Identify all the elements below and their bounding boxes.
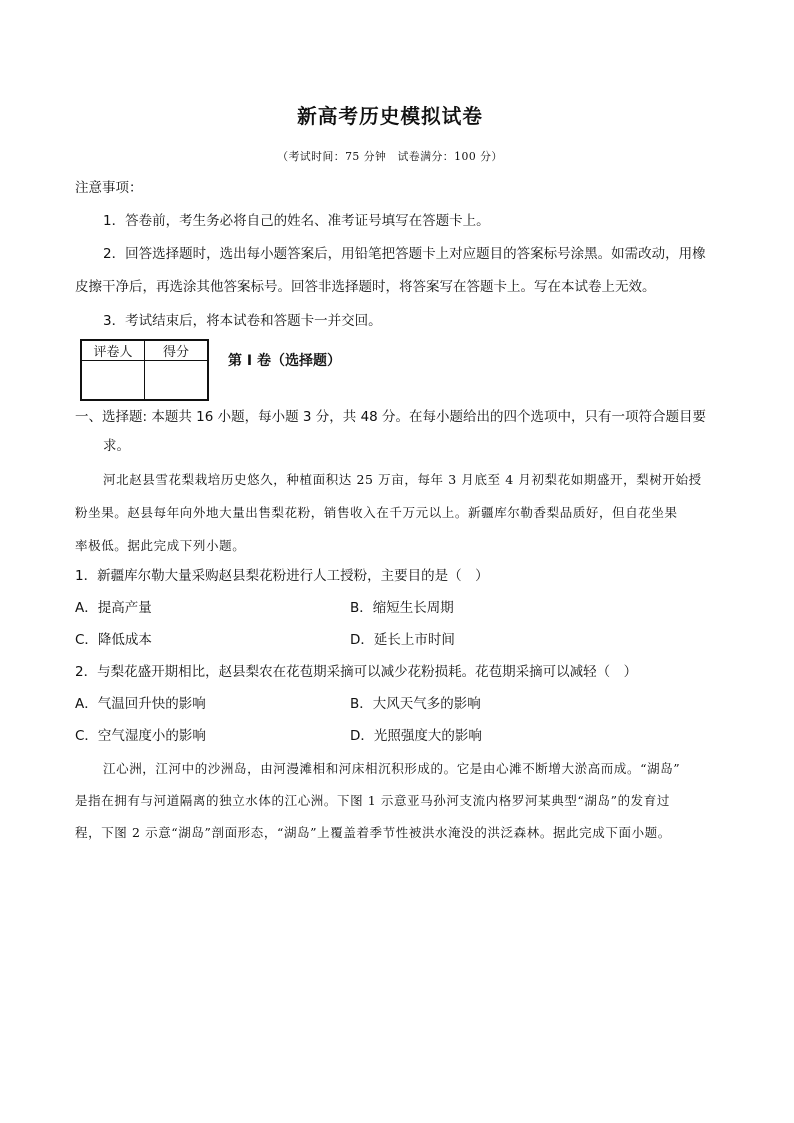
passage-2-line-2: 是指在拥有与河道隔离的独立水体的江心洲。下图 1 示意亚马孙河支流内格罗河某典型“湖岛”的发育过 [75, 793, 670, 808]
section-title: 第 I 卷（选择题） [228, 353, 341, 369]
grader-label: 评卷人 [81, 340, 145, 361]
question-2-option-b: B．大风天气多的影响 [350, 696, 481, 712]
question-1-option-d: D．延长上市时间 [350, 632, 455, 648]
grader-cell [81, 361, 145, 401]
grader-table [80, 339, 209, 401]
notice-item-2-line-2: 皮擦干净后，再选涂其他答案标号。回答非选择题时，将答案写在答题卡上。写在本试卷上无效。 [75, 279, 656, 295]
question-1-option-c: C．降低成本 [75, 632, 152, 648]
notice-heading: 注意事项： [75, 180, 143, 196]
question-2-option-d: D．光照强度大的影响 [350, 728, 482, 744]
passage-1-line-2: 粉坐果。赵县每年向外地大量出售梨花粉，销售收入在千万元以上。新疆库尔勒香梨品质好，但自花坐果 [75, 505, 678, 520]
question-1-stem: 1．新疆库尔勒大量采购赵县梨花粉进行人工授粉，主要目的是（ ） [75, 568, 489, 584]
passage-1-line-3: 率极低。据此完成下列小题。 [75, 538, 246, 553]
notice-item-2-line-1: 2．回答选择题时，选出每小题答案后，用铅笔把答题卡上对应题目的答案标号涂黑。如需改动，用橡 [103, 246, 706, 262]
passage-2-line-3: 程，下图 2 示意“湖岛”剖面形态，“湖岛”上覆盖着季节性被洪水淹没的洪泛森林。据此完成下面小题。 [75, 825, 671, 840]
section-instructions-line-2: 求。 [103, 438, 130, 454]
section-instructions-line-1: 一、选择题: 本题共 16 小题，每小题 3 分，共 48 分。在每小题给出的四个选项中，只有一项符合题目要 [75, 409, 707, 425]
notice-item-3: 3．考试结束后，将本试卷和答题卡一并交回。 [103, 313, 382, 329]
question-2-option-a: A．气温回升快的影响 [75, 696, 206, 712]
question-1-option-a: A．提高产量 [75, 600, 152, 616]
question-2-option-c: C．空气湿度小的影响 [75, 728, 206, 744]
passage-2-line-1: 江心洲，江河中的沙洲岛，由河漫滩相和河床相沉积形成的。它是由心滩不断增大淤高而成。“湖岛” [103, 761, 681, 776]
passage-1-line-1: 河北赵县雪花梨栽培历史悠久，种植面积达 25 万亩，每年 3 月底至 4 月初梨花如期盛开，梨树开始授 [103, 472, 702, 487]
page-title: 新高考历史模拟试卷 [297, 104, 483, 128]
exam-info: （考试时间：75 分钟 试卷满分：100 分） [277, 150, 503, 163]
question-1-option-b: B．缩短生长周期 [350, 600, 454, 616]
grader-table-blank-row [81, 361, 208, 401]
question-2-stem: 2．与梨花盛开期相比，赵县梨农在花苞期采摘可以减少花粉损耗。花苞期采摘可以减轻（ ） [75, 664, 638, 680]
score-label: 得分 [145, 340, 209, 361]
grader-table-header-row [81, 340, 208, 361]
score-cell [145, 361, 209, 401]
notice-item-1: 1．答卷前，考生务必将自己的姓名、准考证号填写在答题卡上。 [103, 213, 490, 229]
